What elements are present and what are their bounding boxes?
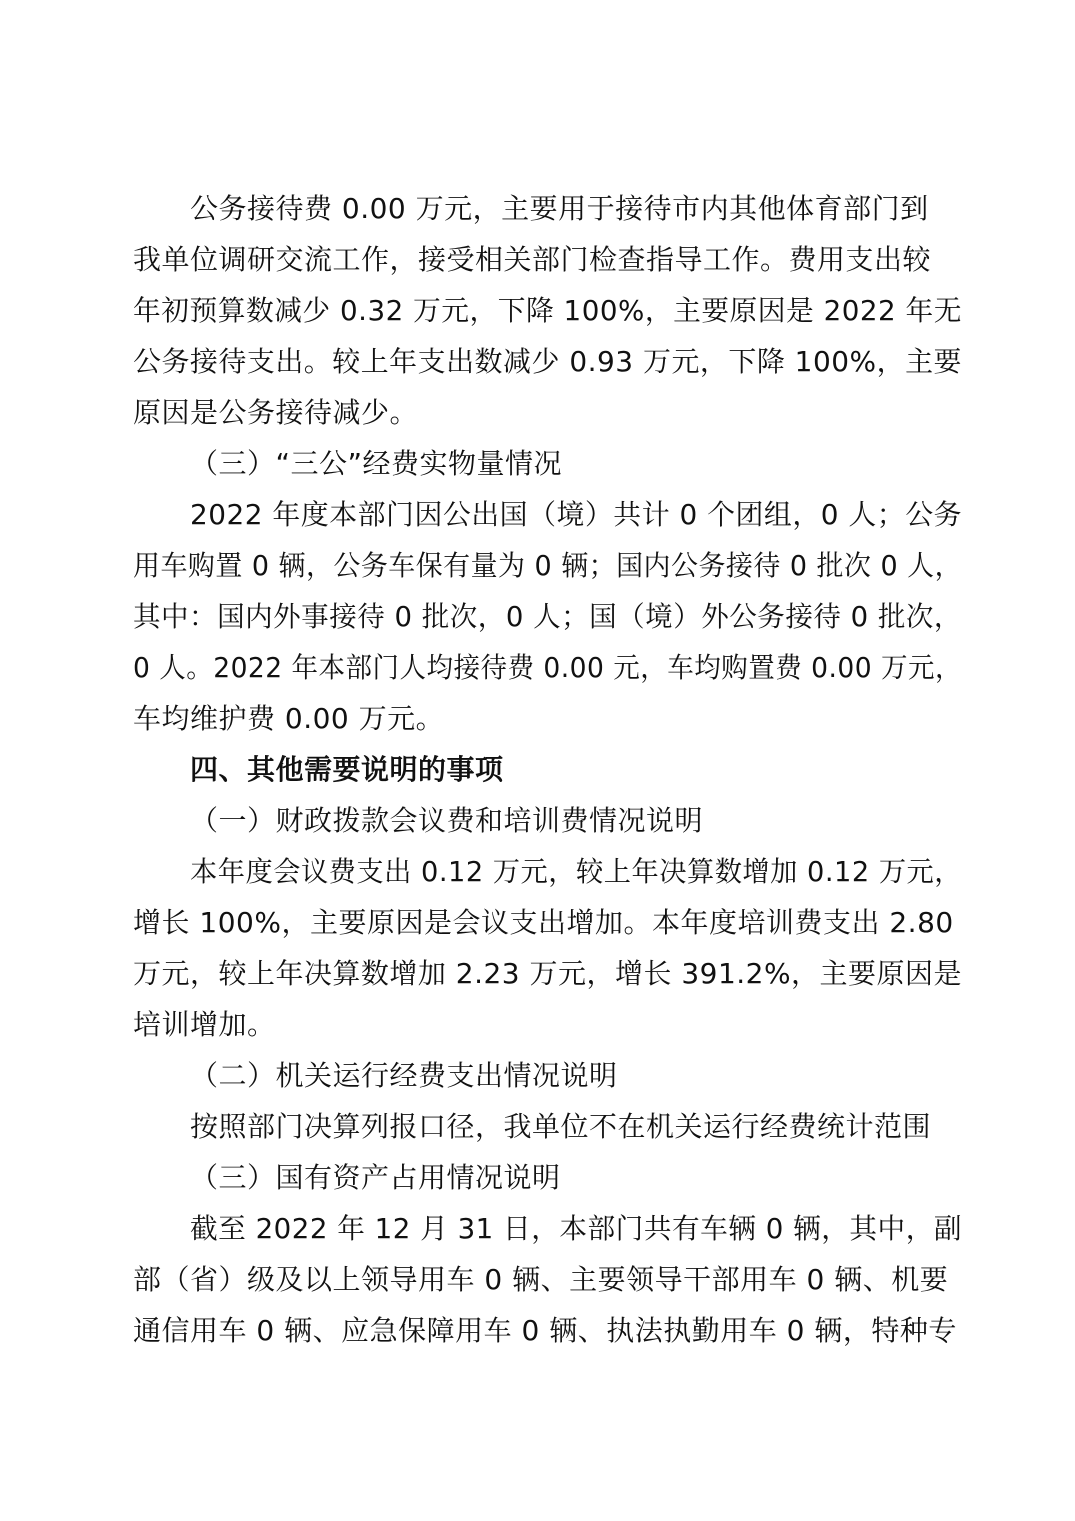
text-line: 原因是公务接待减少。 <box>133 396 419 429</box>
text-line: （二）机关运行经费支出情况说明 <box>190 1059 618 1092</box>
text-line: 其中：国内外事接待 0 批次，0 人；国（境）外公务接待 0 批次， <box>133 600 962 633</box>
text-line: 截至 2022 年 12 月 31 日，本部门共有车辆 0 辆，其中，副 <box>190 1212 963 1245</box>
text-line: 0 人。2022 年本部门人均接待费 0.00 元，车均购置费 0.00 万元， <box>133 651 962 684</box>
text-line: （三）国有资产占用情况说明 <box>190 1161 561 1194</box>
text-line: 公务接待费 0.00 万元，主要用于接待市内其他体育部门到 <box>190 192 929 225</box>
section-heading: 四、其他需要说明的事项 <box>190 753 504 786</box>
text-line: 本年度会议费支出 0.12 万元，较上年决算数增加 0.12 万元， <box>190 855 963 888</box>
text-line: 按照部门决算列报口径，我单位不在机关运行经费统计范围 <box>190 1110 932 1143</box>
text-line: （一）财政拨款会议费和培训费情况说明 <box>190 804 704 837</box>
text-line: 我单位调研交流工作，接受相关部门检查指导工作。费用支出较 <box>133 243 932 276</box>
text-line: 培训增加。 <box>133 1008 276 1041</box>
text-line: 用车购置 0 辆，公务车保有量为 0 辆；国内公务接待 0 批次 0 人， <box>133 549 963 582</box>
text-line: 通信用车 0 辆、应急保障用车 0 辆、执法执勤用车 0 辆，特种专 <box>133 1314 957 1347</box>
text-line: 车均维护费 0.00 万元。 <box>133 702 445 735</box>
text-line: （三）“三公”经费实物量情况 <box>190 447 563 480</box>
text-line: 增长 100%，主要原因是会议支出增加。本年度培训费支出 2.80 <box>133 906 954 939</box>
text-line: 年初预算数减少 0.32 万元，下降 100%，主要原因是 2022 年无 <box>133 294 962 327</box>
text-line: 部（省）级及以上领导用车 0 辆、主要领导干部用车 0 辆、机要 <box>133 1263 949 1296</box>
text-line: 万元，较上年决算数增加 2.23 万元，增长 391.2%，主要原因是 <box>133 957 962 990</box>
text-line: 2022 年度本部门因公出国（境）共计 0 个团组，0 人；公务 <box>190 498 963 531</box>
text-line: 公务接待支出。较上年支出数减少 0.93 万元，下降 100%，主要 <box>133 345 963 378</box>
